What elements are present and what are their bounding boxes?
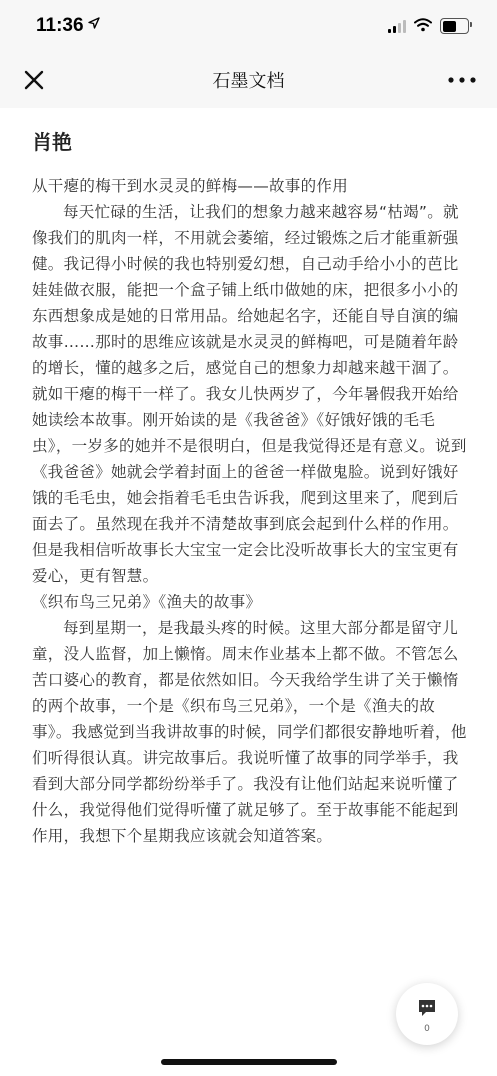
document-author: 肖艳 bbox=[32, 130, 72, 154]
more-horizontal-icon[interactable] bbox=[447, 70, 477, 90]
home-indicator[interactable] bbox=[161, 1059, 337, 1065]
cellular-signal-icon bbox=[388, 19, 406, 33]
paragraph-body-2: 每到星期一，是我最头疼的时候。这里大部分都是留守儿童，没人监督，加上懒惰。周末作业基本上都不做。不管怎么苦口婆心的教育，都是依然如旧。今天我给学生讲了关于懒惰的两个故事，一个是《织布鸟三兄弟》，一个是《渔夫的故事》。我感觉到当我讲故事的时候，同学们都很安静地听着，他们听得很认真。讲完故事后。我说听懂了故事的同学举手，我看到大部分同学都纷纷举手了。我没有让他们站起来说听懂了什么，我觉得他们觉得听懂了就足够了。至于故事能不能起到作用，我想下个星期我应该就会知道答案。 bbox=[32, 619, 467, 845]
status-indicators bbox=[388, 16, 469, 36]
document-body[interactable] bbox=[32, 173, 468, 849]
document-content bbox=[32, 108, 468, 849]
status-bar bbox=[0, 0, 497, 52]
paragraph-subtitle-2: 《织布鸟三兄弟》《渔夫的故事》 bbox=[32, 593, 262, 611]
wifi-icon bbox=[414, 17, 432, 36]
location-arrow-icon bbox=[88, 17, 100, 33]
comment-bubble-icon bbox=[417, 998, 437, 1022]
battery-icon bbox=[440, 18, 469, 34]
paragraph-body-1: 每天忙碌的生活，让我们的想象力越来越容易“枯竭”。就像我们的肌肉一样，不用就会萎缩，经过锻炼之后才能重新强健。我记得小时候的我也特别爱幻想，自己动手给小小的芭比娃娃做衣服，能把一个盒子铺上纸巾做她的床，把很多小小的东西想象成是她的日常用品。给她起名字，还能自导自演的编故事……那时的思维应该就是水灵灵的鲜梅吧，可是随着年龄的增长，懂的越多之后，感觉自己的想象力却越来越干涸了。就如干瘪的梅干一样了。我女儿快两岁了，今年暑假我开始给她读绘本故事。刚开始读的是《我爸爸》《好饿好饿的毛毛虫》，一岁多的她并不是很明白，但是我觉得还是有意义。说到《我爸爸》她就会学着封面上的爸爸一样做鬼脸。说到好饿好饿的毛毛虫，她会指着毛毛虫告诉我，爬到这里来了，爬到后面去了。虽然现在我并不清楚故事到底会起到什么样的作用。但是我相信听故事长大宝宝一定会比没听故事长大的宝宝更有爱心，更有智慧。 bbox=[32, 203, 467, 585]
page-title: 石墨文档 bbox=[212, 71, 285, 92]
comment-button[interactable] bbox=[396, 983, 458, 1045]
paragraph-subtitle-1: 从干瘪的梅干到水灵灵的鲜梅——故事的作用 bbox=[32, 177, 349, 195]
nav-bar bbox=[0, 52, 497, 108]
comment-count: 0 bbox=[424, 1024, 430, 1034]
status-time: 11:36 bbox=[36, 15, 84, 36]
